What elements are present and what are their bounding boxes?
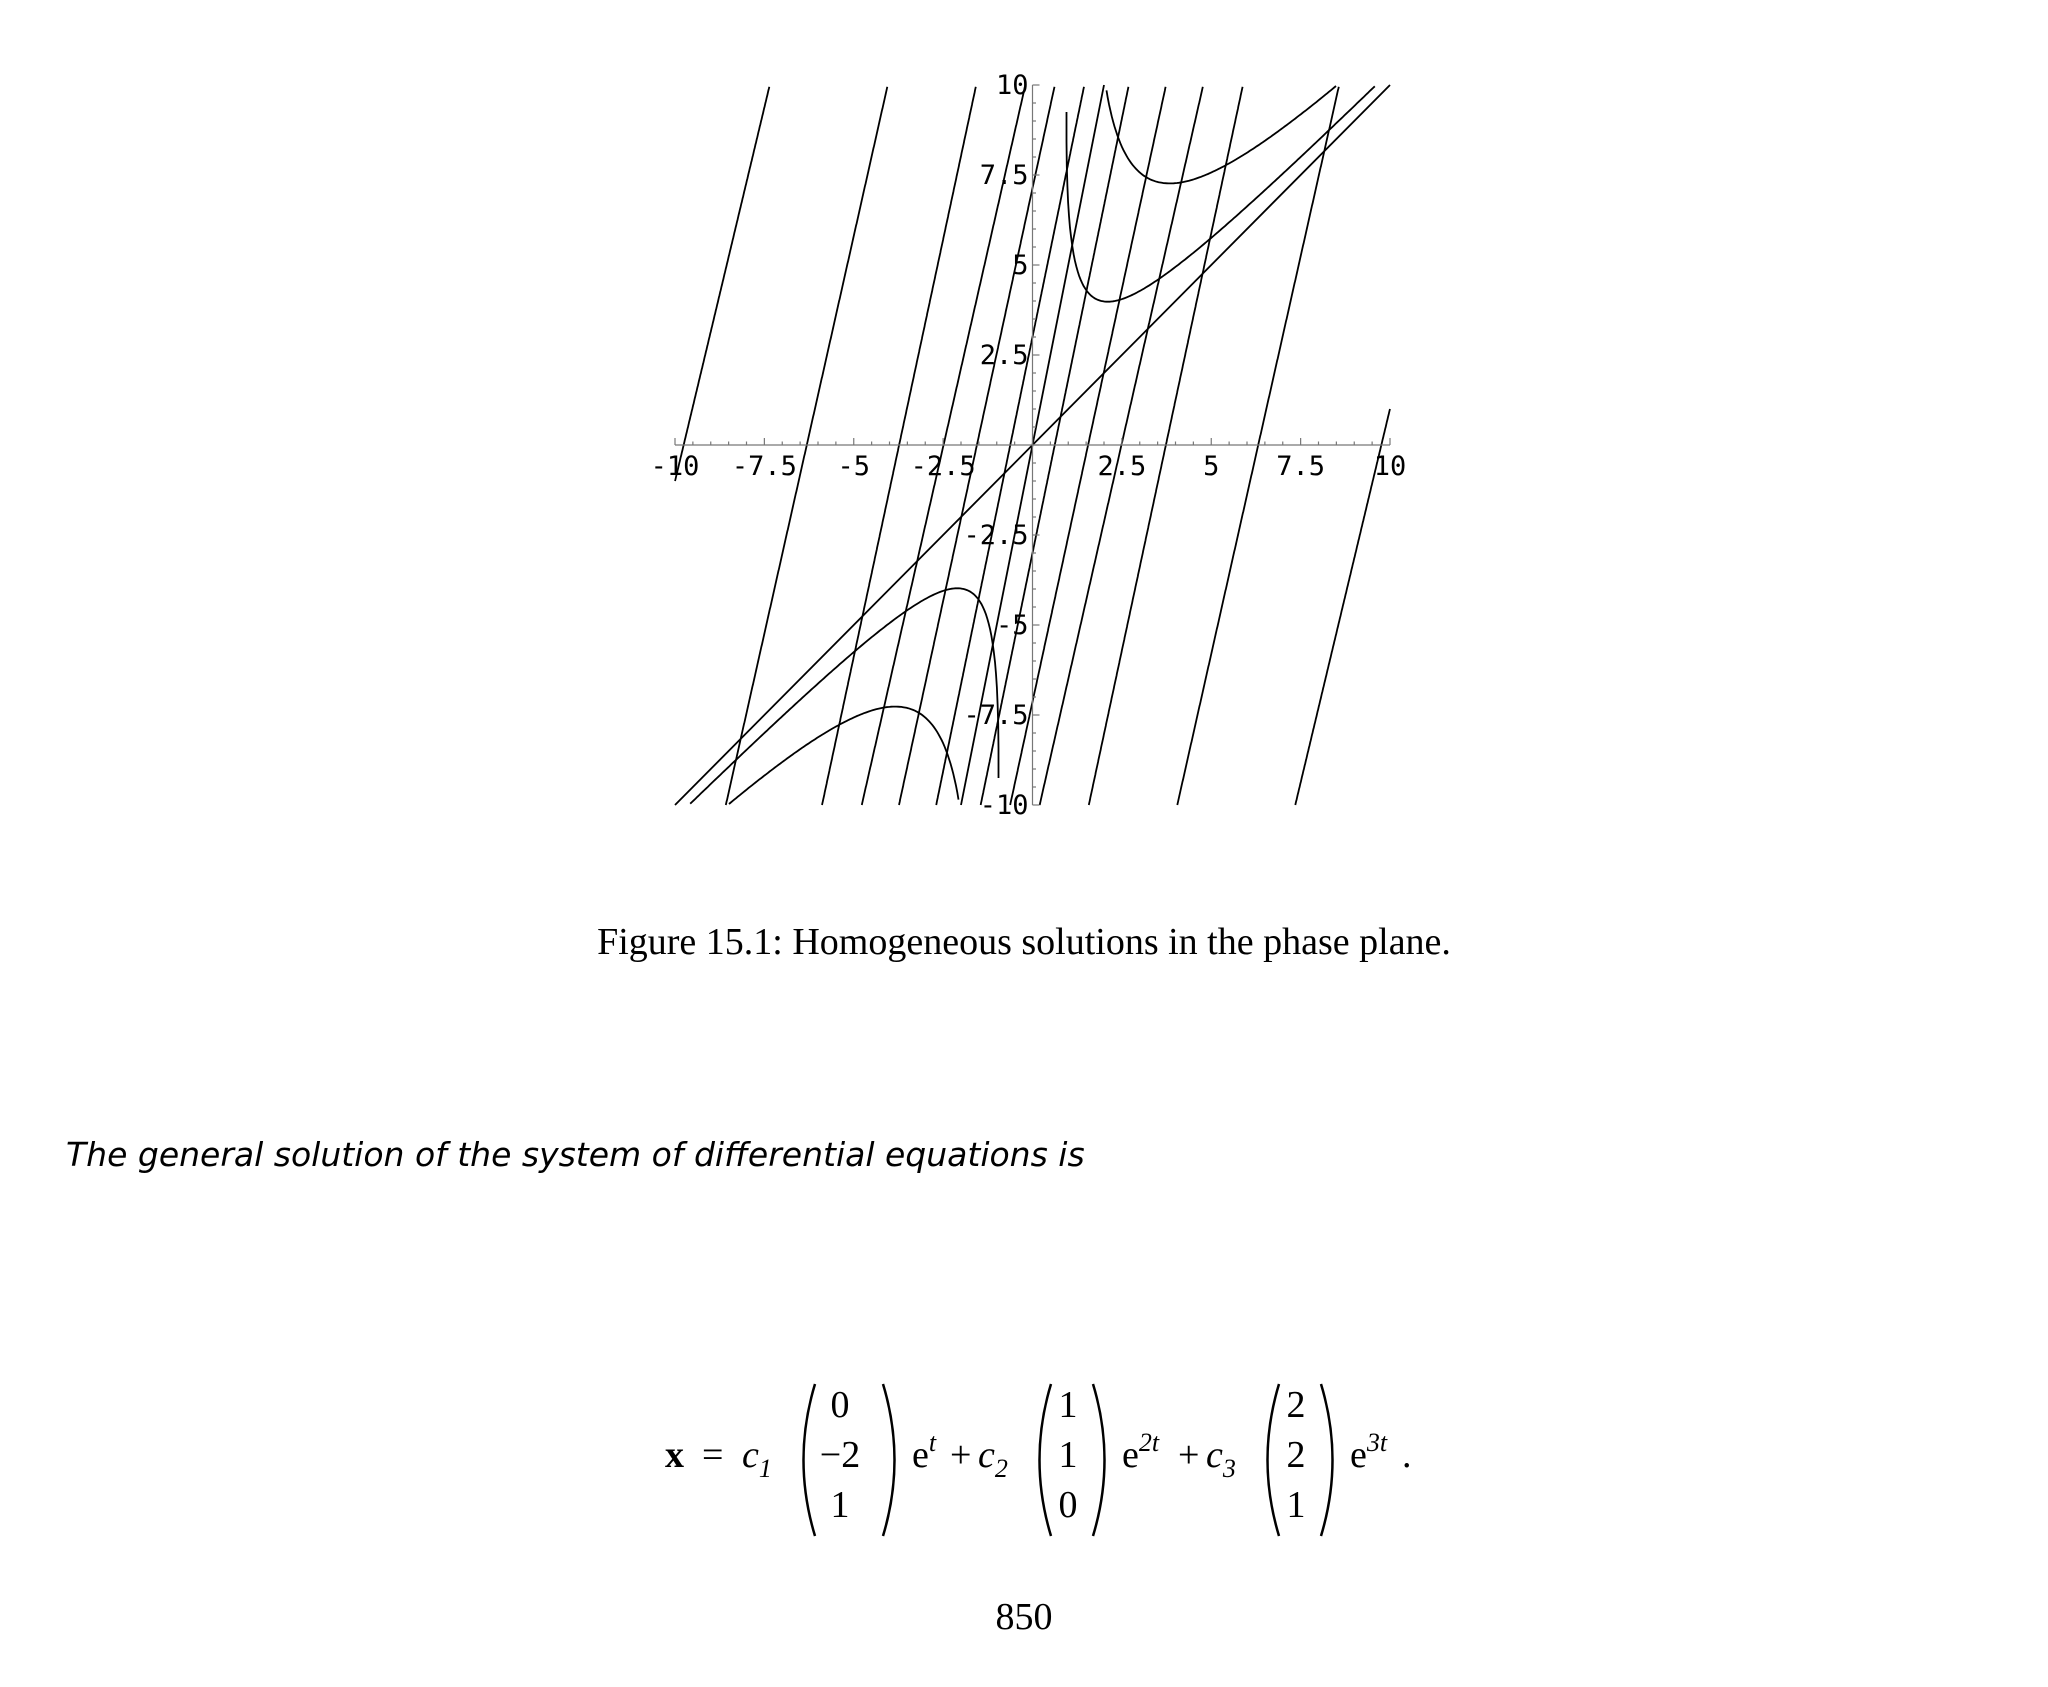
x-tick-label: -5: [837, 451, 871, 482]
term3-vector-entry-2: 2: [1286, 1434, 1306, 1476]
term1-coef: $c_1$: [742, 1434, 772, 1483]
y-tick-label: -5: [995, 610, 1029, 641]
figure-caption: [0, 920, 2048, 964]
x-tick-label: -10: [650, 451, 700, 482]
general-solution-equation: [660, 1380, 1420, 1540]
term3-operator: +: [1178, 1434, 1200, 1476]
x-tick-label: 2.5: [1097, 451, 1147, 482]
page-number: 850: [995, 1596, 1053, 1638]
equation-end: .: [1402, 1434, 1412, 1476]
y-tick-label: 7.5: [979, 160, 1029, 191]
term1-right-paren: [878, 1380, 908, 1540]
term3-vector-entry-1: 2: [1286, 1384, 1306, 1426]
trajectory-r3: [1040, 87, 1203, 805]
y-tick-label: 5: [1012, 250, 1029, 281]
y-tick-label: -2.5: [963, 520, 1029, 551]
trajectory-l6: [675, 87, 769, 481]
y-tick-label: 10: [995, 70, 1029, 101]
term2-operator: +: [950, 1434, 972, 1476]
phase-plane-plot: [640, 60, 1440, 840]
y-tick-label: -7.5: [963, 700, 1029, 731]
term2-vector-entry-3: 0: [1058, 1484, 1078, 1526]
x-tick-label: 5: [1203, 451, 1220, 482]
term1-vector-entry-3: 1: [830, 1484, 850, 1526]
caption-text: Homogeneous solutions in the phase plane.: [792, 921, 1451, 963]
term2-vector-entry-2: 1: [1058, 1434, 1078, 1476]
caption-label: Figure 15.1:: [597, 921, 783, 963]
term3-coef: $c_3$: [1206, 1434, 1236, 1483]
term2-right-paren: [1088, 1380, 1118, 1540]
term3-exponential: $e^{3t}$: [1350, 1428, 1388, 1476]
x-tick-label: 10: [1373, 451, 1407, 482]
trajectory-l3: [862, 87, 1025, 805]
equation-lhs: x: [665, 1434, 684, 1476]
term1-vector-entry-1: 0: [830, 1384, 850, 1426]
x-tick-label: -2.5: [910, 451, 976, 482]
trajectory-r1: [981, 87, 1129, 805]
x-tick-label: -7.5: [731, 451, 797, 482]
y-tick-label: 2.5: [979, 340, 1029, 371]
term1-exponential: $e^t$: [912, 1428, 937, 1476]
term3-right-paren: [1316, 1380, 1346, 1540]
y-tick-label: -10: [979, 790, 1029, 821]
term2-coef: $c_2$: [978, 1434, 1008, 1483]
trajectory-l4: [822, 87, 976, 805]
trajectory-r4: [1089, 87, 1243, 805]
trajectory-l1: [936, 87, 1084, 805]
trajectory-r5: [1177, 87, 1339, 805]
term3-vector-entry-3: 1: [1286, 1484, 1306, 1526]
equation-equals: =: [702, 1434, 724, 1476]
body-paragraph: The general solution of the system of differential equations is: [66, 1135, 1085, 1174]
x-tick-label: 7.5: [1276, 451, 1326, 482]
hyperbola-lower-left: [729, 707, 959, 804]
term1-vector-entry-2: −2: [819, 1434, 861, 1476]
trajectory-l5: [726, 87, 888, 805]
term2-vector-entry-1: 1: [1058, 1384, 1078, 1426]
phase-plane-figure: [640, 60, 1440, 840]
hyperbola-upper-right: [1107, 86, 1337, 183]
term2-exponential: $e^{2t}$: [1122, 1428, 1160, 1476]
